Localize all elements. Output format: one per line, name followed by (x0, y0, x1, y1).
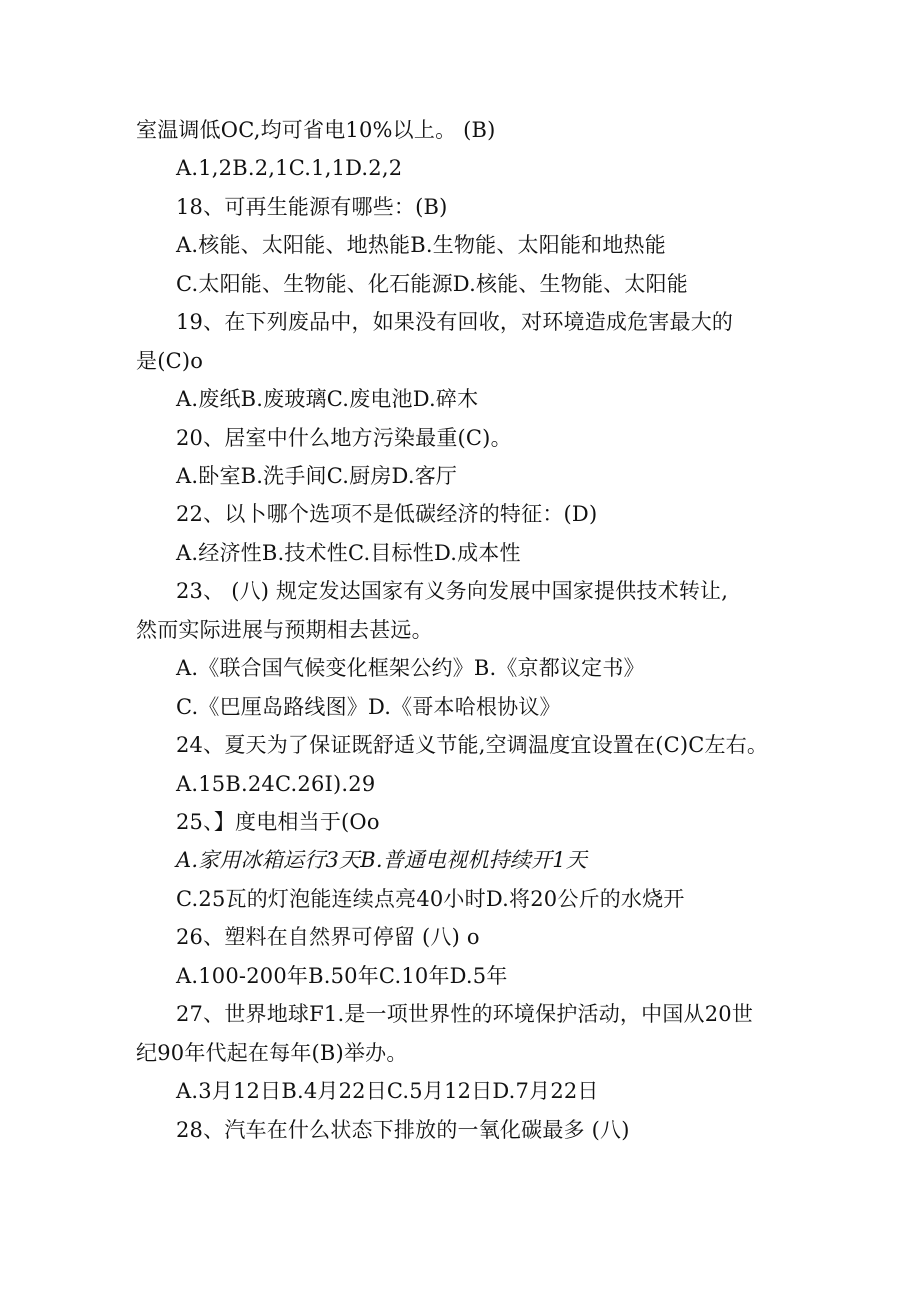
question-20: 20、居室中什么地方污染最重(C)。 (176, 426, 512, 450)
question-27: 27、世界地球F1.是一项世界性的环境保护活动，中国从20世 (176, 1002, 754, 1026)
options-line-27: A.3月12日B.4月22日C.5月12日D.7月22日 (176, 1079, 599, 1103)
options-line-25a: A.家用冰箱运行3天B.普通电视机持续开1天 (176, 848, 588, 872)
options-line-26: A.100-200年B.50年C.10年D.5年 (176, 964, 508, 988)
options-line-24: A.15B.24C.26I).29 (176, 772, 376, 796)
question-23: 23、 (八) 规定发达国家有义务向发展中国家提供技术转让, (176, 579, 729, 603)
options-line-18a: A.核能、太阳能、地热能B.生物能、太阳能和地热能 (176, 233, 666, 257)
question-28: 28、汽车在什么状态下排放的一氧化碳最多 (八) (176, 1118, 630, 1142)
options-line-23b: C.《巴厘岛路线图》D.《哥本哈根协议》 (176, 695, 561, 719)
question-25: 25、】度电相当于(Oo (176, 810, 380, 834)
options-line-17: A.1,2B.2,1C.1,1D.2,2 (176, 156, 403, 180)
question-24: 24、夏天为了保证既舒适义节能,空调温度宜设置在(C)C左右。 (176, 733, 769, 757)
text-line-continuation: 室温调低OC,均可省电10%以上。 (B) (136, 118, 496, 142)
question-18: 18、可再生能源有哪些：(B) (176, 195, 448, 219)
question-22: 22、以卜哪个选项不是低碳经济的特征：(D) (176, 502, 598, 526)
question-19: 19、在下列废品中，如果没有回收，对环境造成危害最大的 (176, 310, 734, 334)
question-27-continuation: 纪90年代起在每年(B)举办。 (136, 1041, 408, 1065)
options-line-18b: C.太阳能、生物能、化石能源D.核能、生物能、太阳能 (176, 272, 688, 296)
question-26: 26、塑料在自然界可停留 (八) o (176, 925, 480, 949)
options-line-19: A.废纸B.废玻璃C.废电池D.碎木 (176, 387, 479, 411)
options-line-23a: A.《联合国气候变化框架公约》B.《京都议定书》 (176, 656, 645, 680)
question-23-continuation: 然而实际进展与预期相去甚远。 (136, 618, 433, 642)
options-line-22: A.经济性B.技术性C.目标性D.成本性 (176, 541, 521, 565)
options-line-20: A.卧室B.洗手间C.厨房D.客厅 (176, 464, 458, 488)
options-line-25b: C.25瓦的灯泡能连续点亮40小时D.将20公斤的水烧开 (176, 887, 685, 911)
question-19-continuation: 是(C)o (136, 349, 204, 373)
